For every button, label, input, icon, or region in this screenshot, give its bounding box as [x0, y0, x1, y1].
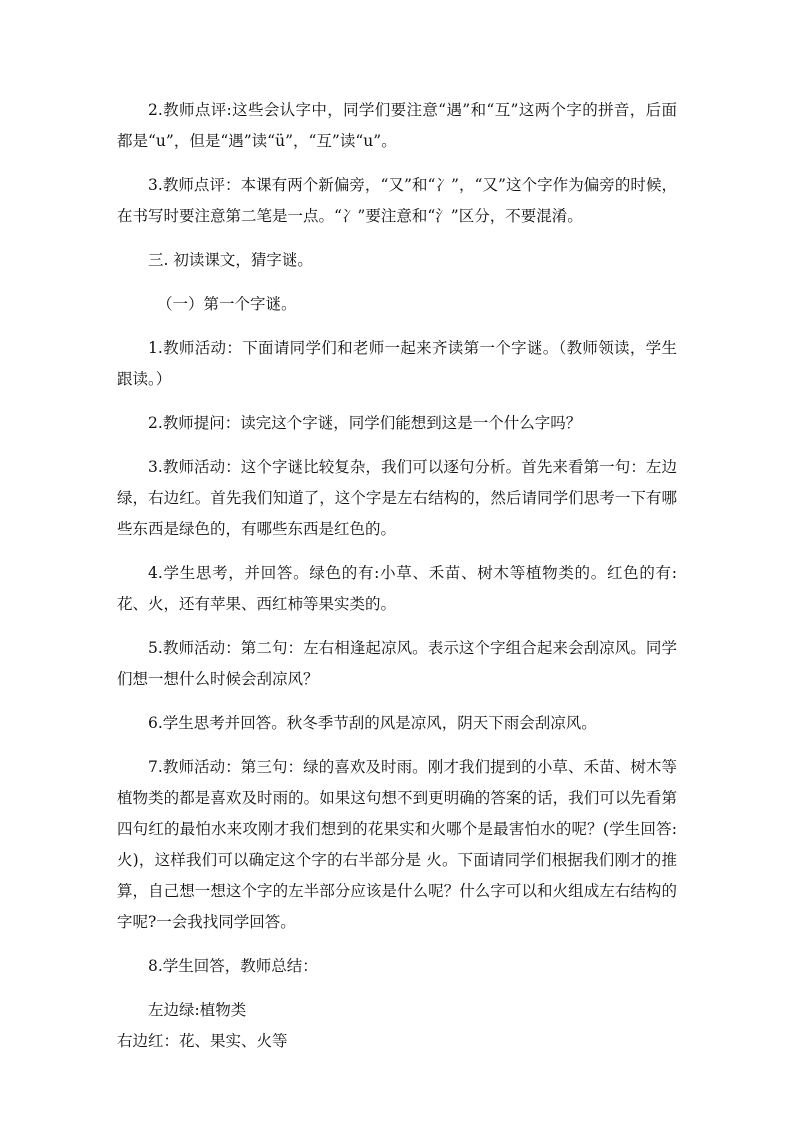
paragraph-teacher-question: 2.教师提问：读完这个字谜，同学们能想到这是一个什么字吗？: [148, 414, 582, 432]
paragraph-activity-first-line: 3.教师活动：这个字谜比较复杂，我们可以逐句分析。首先来看第一句：左边绿，右边红。首先我们知道了，这个字是左右结构的，然后请同学们思考一下有哪些东西是绿色的，有哪些东西是红色的。: [117, 458, 677, 538]
paragraph-activity-third-line: 7.教师活动：第三句：绿的喜欢及时雨。刚才我们提到的小草、禾苗、树木等植物类的都是喜欢及时雨的。如果这句想不到更明确的答案的话，我们可以先看第四句红的最怕水来攻刚才我们想到的花果实和火哪个是最害怕水的呢？(学生回答:火)，这样我们可以确定这个字的右半部分是 火。下面请同学们根据我们刚才的推算，自己想一想这个字的左半部分应该是什么呢？什么字可以和火组成左右结构的字呢?一会我找同学回答。: [117, 758, 677, 931]
summary-block: [117, 995, 677, 1057]
paragraph-teacher-comment-radicals: 3.教师点评：本课有两个新偏旁，“又”和“冫”，“又”这个字作为偏旁的时候，在书写时要注意第二笔是一点。“冫”要注意和“氵”区分，不要混淆。: [117, 176, 677, 225]
paragraph-activity-read-riddle: 1.教师活动：下面请同学们和老师一起来齐读第一个字谜。（教师领读，学生跟读。）: [117, 339, 677, 388]
paragraph-teacher-summary: 8.学生回答，教师总结：: [148, 957, 318, 975]
paragraph-activity-second-line: 5.教师活动：第二句：左右相逢起凉风。表示这个字组合起来会刮凉风。同学们想一想什么时候会刮凉风？: [117, 639, 677, 688]
summary-right-red: 右边红：花、果实、火等: [117, 1032, 288, 1050]
paragraph-teacher-comment-pinyin: 2.教师点评:这些会认字中，同学们要注意“遇”和“互”这两个字的拼音，后面都是“u”，但是“遇”读“ü”，“互”读“u”。: [117, 101, 677, 150]
summary-left-green: 左边绿:植物类: [148, 1001, 247, 1019]
paragraph-student-answer-wind: 6.学生思考并回答。秋冬季节刮的风是凉风，阴天下雨会刮凉风。: [148, 714, 597, 732]
paragraph-student-answer-colors: 4.学生思考，并回答。绿色的有:小草、禾苗、树木等植物类的。红色的有:花、火，还有苹果、西红柿等果实类的。: [117, 564, 677, 613]
lesson-plan-body: [117, 95, 677, 1057]
section-heading-riddle: 三. 初读课文，猜字谜。: [148, 251, 313, 269]
subsection-heading-first-riddle: （一）第一个字谜。: [157, 295, 297, 313]
